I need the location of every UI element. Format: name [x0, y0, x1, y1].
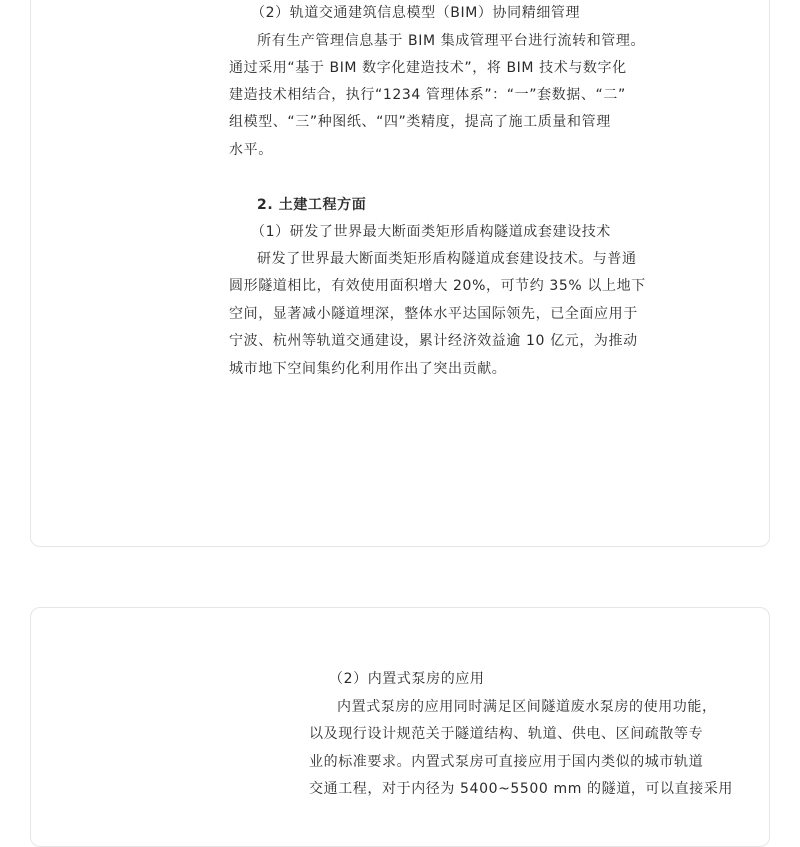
- paragraph-line: 交通工程，对于内径为 5400~5500 mm 的隧道，可以直接采用: [309, 781, 734, 797]
- paragraph-line: 内置式泵房的应用同时满足区间隧道废水泵房的使用功能，: [337, 699, 717, 715]
- paragraph-line: 建造技术相结合，执行“1234 管理体系”：“一”套数据、“二”: [229, 87, 626, 103]
- paragraph-line: 业的标准要求。内置式泵房可直接应用于国内类似的城市轨道: [309, 754, 704, 770]
- paragraph-line: 通过采用“基于 BIM 数字化建造技术”，将 BIM 技术与数字化: [229, 60, 627, 76]
- paragraph-line: 组模型、“三”种图纸、“四”类精度，提高了施工质量和管理: [229, 114, 611, 130]
- subheading-rect-shield: （1）研发了世界最大断面类矩形盾构隧道成套建设技术: [251, 224, 611, 240]
- paragraph-line: 空间，显著减小隧道埋深，整体水平达国际领先，已全面应用于: [229, 306, 638, 322]
- subheading-pump-room: （2）内置式泵房的应用: [329, 671, 485, 687]
- paragraph-line: 研发了世界最大断面类矩形盾构隧道成套建设技术。与普通: [257, 251, 637, 267]
- paragraph-line: 宁波、杭州等轨道交通建设，累计经济效益逾 10 亿元，为推动: [229, 333, 638, 349]
- content-card-1: [30, 0, 770, 547]
- content-card-2: [30, 607, 770, 847]
- section-heading-civil: 2. 土建工程方面: [257, 197, 367, 213]
- paragraph-line: 城市地下空间集约化利用作出了突出贡献。: [229, 361, 507, 377]
- paragraph-line: 圆形隧道相比，有效使用面积增大 20%，可节约 35% 以上地下: [229, 278, 646, 294]
- paragraph-line: 所有生产管理信息基于 BIM 集成管理平台进行流转和管理。: [257, 33, 646, 49]
- paragraph-line: 以及现行设计规范关于隧道结构、轨道、供电、区间疏散等专: [309, 726, 704, 742]
- subheading-bim: （2）轨道交通建筑信息模型（BIM）协同精细管理: [251, 5, 581, 21]
- paragraph-line: 水平。: [229, 142, 273, 158]
